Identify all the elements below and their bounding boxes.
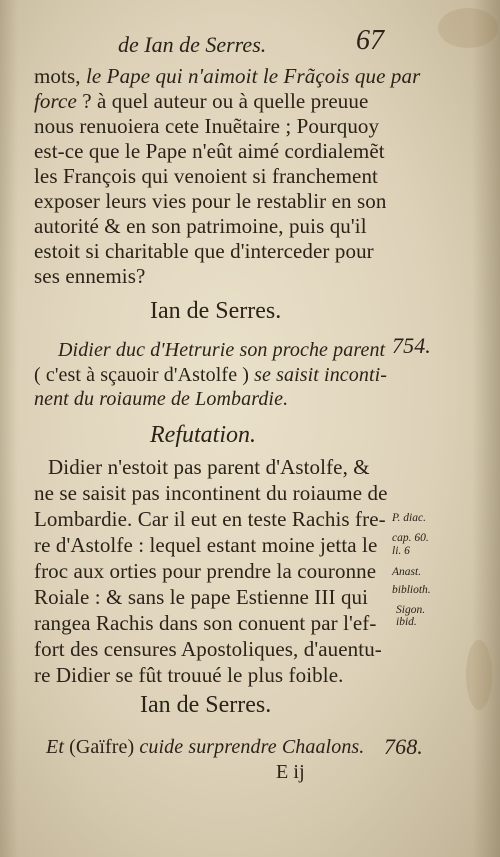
- paragraph2-line7: rangea Rachis dans son conuent par l'ef-: [34, 611, 377, 635]
- paragraph2-line5: froc aux orties pour prendre la couronne: [34, 559, 377, 583]
- paragraph1-line8: estoit si charitable que d'interceder pour: [34, 239, 374, 263]
- paper-stain: [438, 8, 498, 48]
- quote1-line2-plain: ( c'est à sçauoir d'Astolfe ): [34, 364, 250, 386]
- paragraph2-line3: Lombardie. Car il eut en teste Rachis fre-: [34, 507, 386, 531]
- paragraph1-line9: ses ennemis?: [34, 264, 146, 288]
- page-number: 67: [356, 25, 384, 56]
- paragraph1-line3: nous renuoiera cete Inuẽtaire ; Pourquoy: [34, 114, 380, 138]
- marginal-note: Sigon.: [396, 604, 426, 616]
- running-head-title: de Ian de Serres.: [118, 32, 267, 57]
- quote2-italic-a: Et: [46, 736, 64, 758]
- quote2-italic-b: cuide surprendre Chaalons.: [139, 736, 365, 758]
- signature-mark: E ij: [276, 761, 305, 783]
- paragraph1-line1-plain: mots,: [34, 64, 81, 88]
- paragraph2-line6: Roiale : & sans le pape Estienne III qui: [34, 585, 369, 609]
- quote2-year: 768.: [384, 734, 423, 759]
- marginal-note: P. diac.: [392, 512, 426, 524]
- marginal-note: Anast.: [392, 566, 422, 578]
- paragraph2-line8: fort des censures Apostoliques, d'auentu-: [34, 637, 382, 661]
- section-heading-ian-de-serres-2: Ian de Serres.: [140, 692, 272, 718]
- section-heading-ian-de-serres: Ian de Serres.: [150, 298, 282, 324]
- quote1-line2-italic: se saisit inconti-: [254, 364, 388, 386]
- quote1-line1: Didier duc d'Hetrurie son proche parent: [58, 339, 386, 361]
- marginal-note: cap. 60.: [392, 532, 429, 544]
- section-heading-refutation: Refutation.: [150, 422, 256, 448]
- quote2-line: [46, 735, 364, 759]
- paper-stain: [466, 640, 492, 710]
- paragraph2-line9: re Didier se fût trouué le plus foible.: [34, 663, 344, 687]
- paragraph2-line2: ne se saisit pas incontinent du roiaume de: [34, 481, 388, 505]
- marginal-note: ibid.: [396, 616, 417, 628]
- paragraph2-line1: Didier n'estoit pas parent d'Astolfe, &: [48, 455, 370, 479]
- quote1-year: 754.: [392, 333, 431, 358]
- paragraph1-line2-italic: force: [34, 89, 77, 113]
- paragraph1-line1: [34, 64, 420, 88]
- paragraph1-line4: est-ce que le Pape n'eût aimé cordialemẽt: [34, 139, 385, 163]
- paragraph1-line7: autorité & en son patrimoine, puis qu'il: [34, 214, 367, 238]
- paragraph1-line2: [34, 89, 368, 113]
- paragraph1-line2-plain: ? à quel auteur ou à quelle preuue: [82, 89, 369, 113]
- paragraph1-line6: exposer leurs vies pour le restablir en son: [34, 189, 387, 213]
- paragraph1-line1-italic: le Pape qui n'aimoit le Frãçois que par: [85, 64, 421, 88]
- marginal-note: li. 6: [392, 545, 410, 557]
- paragraph2-line4: re d'Astolfe : lequel estant moine jetta le: [34, 533, 378, 557]
- quote1-line2: [34, 363, 387, 387]
- quote2-plain: (Gaïfre): [69, 736, 135, 758]
- quote1-line3: nent du roiaume de Lombardie.: [34, 388, 289, 410]
- paragraph1-line5: les François qui venoient si franchement: [34, 164, 378, 188]
- marginal-note: biblioth.: [392, 584, 431, 596]
